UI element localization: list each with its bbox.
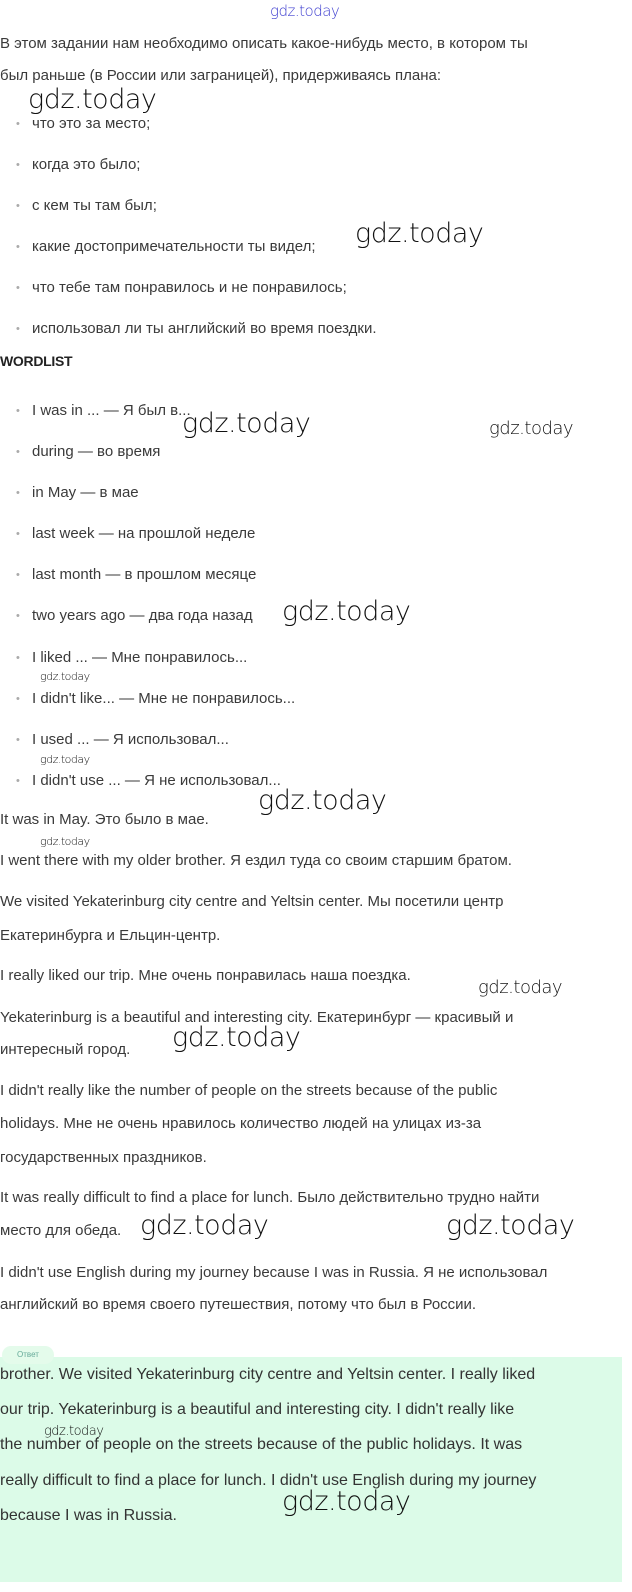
wordlist-item [16, 401, 191, 421]
text-line: I went there with my older brother. Я ездил туда со своим старшим братом. [0, 852, 512, 869]
watermark: gdz.today [282, 596, 411, 627]
wordlist-item [16, 771, 281, 791]
text-line: английский во время своего путешествия, потому что был в России. [0, 1296, 477, 1313]
watermark: gdz.today [355, 218, 484, 249]
wordlist-item [16, 483, 139, 503]
wordlist-text: I used ... — Я использовал... [32, 731, 229, 748]
answer-line: brother. We visited Yekaterinburg city centre and Yeltsin center. I really liked [0, 1366, 536, 1383]
text-line: I didn't really like the number of people on the streets because of the public [0, 1082, 498, 1099]
wordlist-item [16, 524, 255, 544]
text-line: интересный город. [0, 1041, 131, 1058]
watermark: gdz.today [40, 753, 90, 766]
answer-line: the number of people on the streets because of the public holidays. It was [0, 1436, 523, 1453]
wordlist-text: last week — на прошлой неделе [32, 525, 256, 542]
wordlist-item [16, 606, 253, 626]
intro-line: В этом задании нам необходимо описать какое-нибудь место, в котором ты [0, 35, 528, 52]
wordlist-item [16, 648, 247, 668]
wordlist-text: during — во время [32, 443, 161, 460]
text-line: государственных праздников. [0, 1149, 207, 1166]
text-line: место для обеда. [0, 1222, 122, 1239]
watermark: gdz.today [40, 670, 90, 683]
wordlist-item [16, 565, 256, 585]
text-line: We visited Yekaterinburg city centre and Yeltsin center. Мы посетили центр [0, 893, 504, 910]
wordlist-item [16, 689, 295, 709]
wordlist-text: last month — в прошлом месяце [32, 566, 257, 583]
list-item-text: что это за место; [32, 115, 151, 132]
list-item [16, 114, 150, 134]
text-line: Екатеринбурга и Ельцин-центр. [0, 927, 221, 944]
answer-line: our trip. Yekaterinburg is a beautiful and interesting city. I didn't really like [0, 1401, 515, 1418]
list-item-text: с кем ты там был; [32, 197, 157, 214]
watermark: gdz.today [40, 835, 90, 848]
intro-line: был раньше (в России или заграницей), придерживаясь плана: [0, 67, 442, 84]
watermark: gdz.today [140, 1210, 269, 1241]
watermark: gdz.today [489, 418, 574, 439]
list-item [16, 237, 316, 257]
wordlist-text: I liked ... — Мне понравилось... [32, 649, 248, 666]
watermark: gdz.today [478, 977, 563, 998]
wordlist-text: I was in ... — Я был в... [32, 402, 191, 419]
watermark: gdz.today [44, 1424, 104, 1439]
wordlist-item [16, 730, 229, 750]
watermark: gdz.today [28, 84, 157, 115]
list-item [16, 196, 157, 216]
watermark: gdz.today [282, 1486, 411, 1517]
wordlist-item [16, 442, 160, 462]
list-item-text: какие достопримечательности ты видел; [32, 238, 316, 255]
text-line: Yekaterinburg is a beautiful and interesting city. Екатеринбург — красивый и [0, 1009, 514, 1026]
list-item [16, 319, 377, 339]
wordlist-text: in May — в мае [32, 484, 139, 501]
watermark: gdz.today [258, 785, 387, 816]
text-line: It was in May. Это было в мае. [0, 811, 209, 828]
list-item [16, 155, 140, 175]
text-line: holidays. Мне не очень нравилось количество людей на улицах из-за [0, 1115, 482, 1132]
answer-line: because I was in Russia. [0, 1507, 177, 1524]
text-line: I didn't use English during my journey because I was in Russia. Я не использовал [0, 1264, 548, 1281]
text-line: It was really difficult to find a place for lunch. Было действительно трудно найти [0, 1189, 540, 1206]
list-item-text: использовал ли ты английский во время поездки. [32, 320, 377, 337]
wordlist-text: I didn't like... — Мне не понравилось... [32, 690, 296, 707]
wordlist-heading: WORDLIST [0, 353, 73, 369]
wordlist-text: I didn't use ... — Я не использовал... [32, 772, 281, 789]
text-line: I really liked our trip. Мне очень понравилась наша поездка. [0, 967, 411, 984]
list-item-text: когда это было; [32, 156, 141, 173]
watermark: gdz.today [270, 2, 340, 20]
answer-box [0, 1357, 622, 1582]
watermark: gdz.today [182, 408, 311, 439]
wordlist-text: two years ago — два года назад [32, 607, 253, 624]
answer-line: really difficult to find a place for lunch. I didn't use English during my journey [0, 1472, 537, 1489]
answer-badge: Ответ [2, 1346, 54, 1364]
watermark: gdz.today [446, 1210, 575, 1241]
list-item [16, 278, 347, 298]
watermark: gdz.today [172, 1022, 301, 1053]
list-item-text: что тебе там понравилось и не понравилось; [32, 279, 347, 296]
